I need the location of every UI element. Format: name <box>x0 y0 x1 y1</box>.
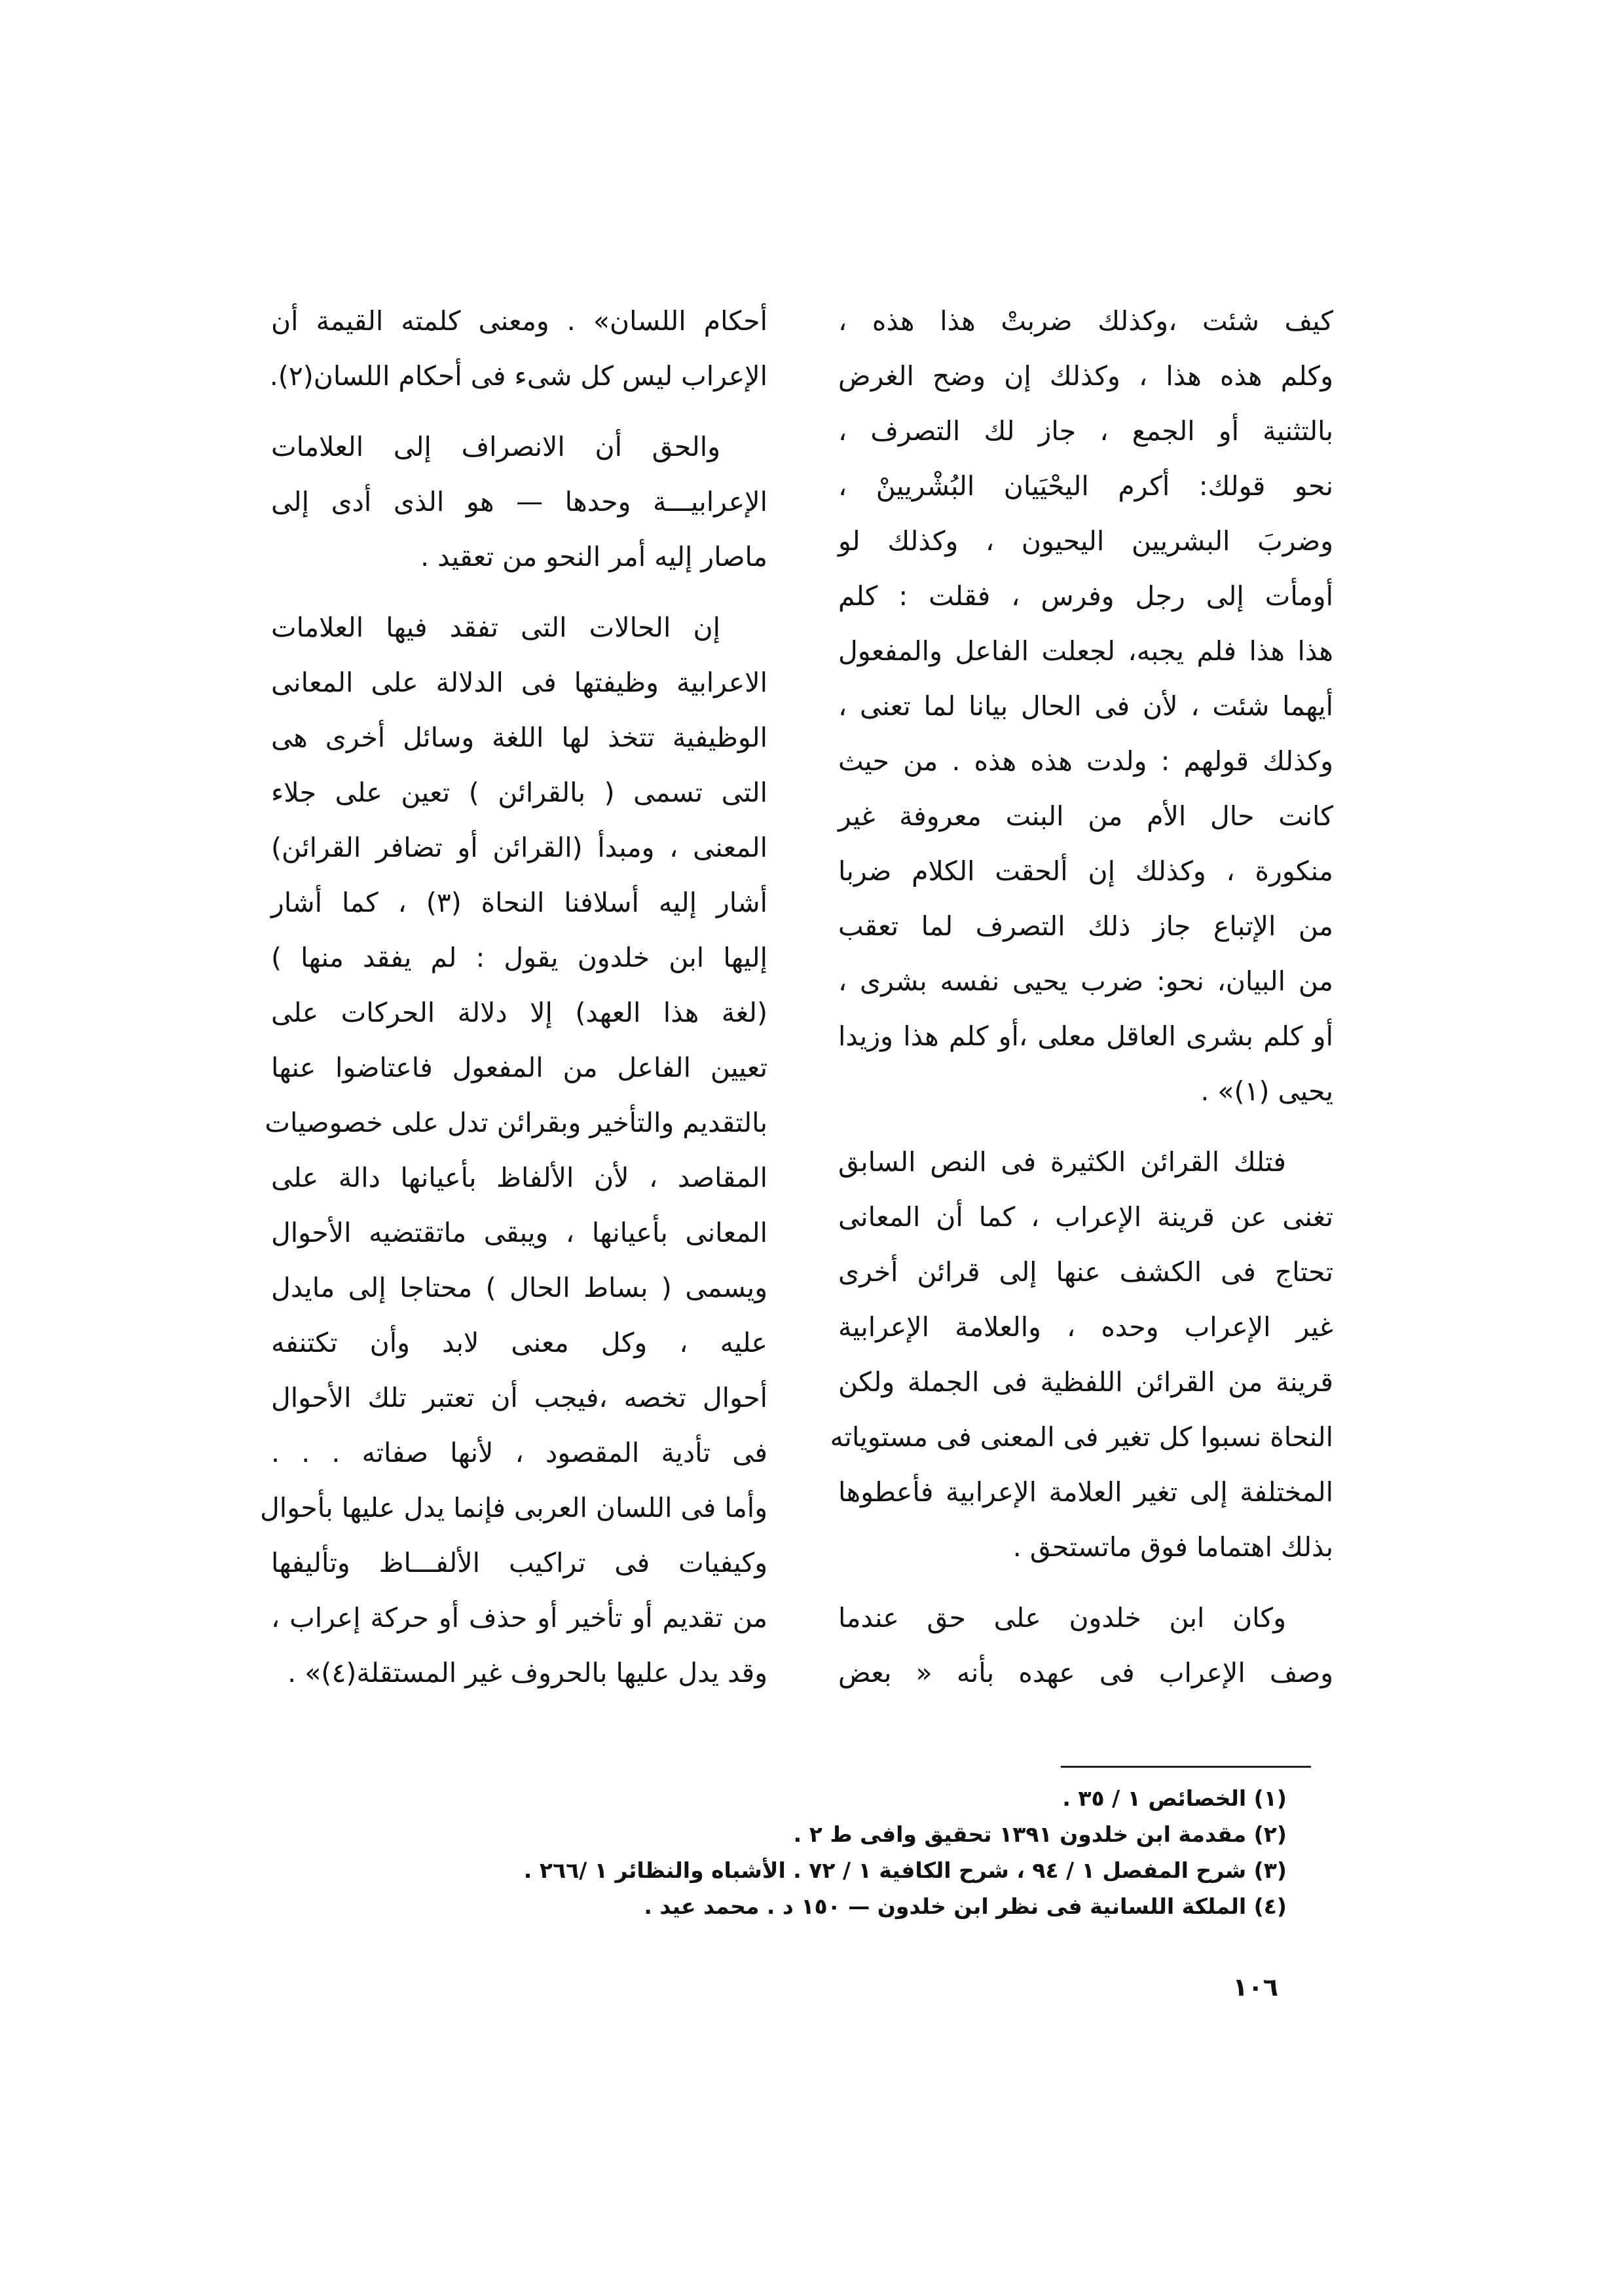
text-line: وقد يدل عليها بالحروف غير المستقلة(٤)» . <box>287 1657 767 1689</box>
text-line: تعيين الفاعل من المفعول فاعتاضوا عنها <box>271 1052 767 1083</box>
text-line: المعنى ، ومبدأ (القرائن أو تضافر القرائن) <box>271 832 767 863</box>
paragraph <box>838 1590 1333 1700</box>
text-line: (لغة هذا العهد) إلا دلالة الحركات على <box>271 997 767 1028</box>
text-column-left <box>260 293 767 1716</box>
footnote-2: (٢) مقدمة ابن خلدون ١٣٩١ تحقيق وافى ط ٢ . <box>793 1821 1287 1847</box>
text-line: بذلك اهتماما فوق ماتستحق . <box>1012 1531 1333 1563</box>
text-line: من البيان، نحو: ضرب يحيى نفسه بشرى ، <box>838 965 1333 997</box>
text-line: وضربَ البشريين اليحيون ، وكذلك لو <box>838 525 1333 557</box>
paragraph <box>260 600 767 1700</box>
paragraph <box>271 419 767 584</box>
text-line: الاعرابية وظيفتها فى الدلالة على المعانى <box>271 667 767 698</box>
text-line: تحتاج فى الكشف عنها إلى قرائن أخرى <box>838 1256 1333 1288</box>
text-line: وكان ابن خلدون على حق عندما <box>838 1602 1286 1633</box>
text-line: وصف الإعراب فى عهده بأنه « بعض <box>838 1657 1333 1689</box>
text-line: المعانى بأعيانها ، ويبقى ماتقتضيه الأحوال <box>271 1217 767 1248</box>
text-column-right <box>830 293 1333 1716</box>
paragraph <box>271 293 767 403</box>
text-line: كانت حال الأم من البنت معروفة غير <box>838 800 1333 832</box>
footnote-separator <box>1061 1766 1311 1768</box>
text-line: النحاة نسبوا كل تغير فى المعنى فى مستوياته <box>830 1421 1333 1453</box>
text-line: أومأت إلى رجل وفرس ، فقلت : كلم <box>838 580 1333 612</box>
footnotes <box>524 1780 1287 1924</box>
text-line: فتلك القرائن الكثيرة فى النص السابق <box>838 1146 1286 1178</box>
text-line: فى تأدية المقصود ، لأنها صفاته . . . <box>271 1437 767 1468</box>
text-line: من الإتباع جاز ذلك التصرف لما تعقب <box>838 910 1333 942</box>
text-line: نحو قولك: أكرم اليحْيَيان البُشْريينْ ، <box>838 470 1333 502</box>
text-line: أحوال تخصه ،فيجب أن تعتبر تلك الأحوال <box>271 1382 767 1413</box>
text-line: المختلفة إلى تغير العلامة الإعرابية فأعطوها <box>838 1476 1333 1508</box>
text-line: وكذلك قولهم : ولدت هذه هذه . من حيث <box>838 745 1333 777</box>
text-line: ويسمى ( بساط الحال ) محتاجا إلى مايدل <box>271 1272 767 1303</box>
page-number: ١٠٦ <box>1232 1973 1278 2002</box>
text-line: عليه ، وكل معنى لابد وأن تكتنفه <box>271 1327 767 1358</box>
paragraph <box>838 293 1333 1119</box>
text-line: الإعرابيـــة وحدها — هو الذى أدى إلى <box>271 486 767 517</box>
text-line: وأما فى اللسان العربى فإنما يدل عليها بأحوال <box>260 1492 767 1523</box>
text-line: أو كلم بشرى العاقل معلى ،أو كلم هذا وزيدا <box>838 1020 1333 1052</box>
text-line: إن الحالات التى تفقد فيها العلامات <box>271 612 720 643</box>
text-line: الوظيفية تتخذ لها اللغة وسائل أخرى هى <box>271 722 767 753</box>
text-line: من تقديم أو تأخير أو حذف أو حركة إعراب ، <box>271 1602 767 1633</box>
footnote-3: (٣) شرح المفصل ١ / ٩٤ ، شرح الكافية ١ / ٧٢ . الأشباه والنظائر ١ /٢٦٦ . <box>523 1857 1287 1883</box>
text-line: أحكام اللسان» . ومعنى كلمته القيمة أن <box>271 305 767 337</box>
paragraph <box>830 1134 1333 1575</box>
text-line: وكلم هذه هذا ، وكذلك إن وضح الغرض <box>838 360 1333 392</box>
text-line: الإعراب ليس كل شىء فى أحكام اللسان(٢). <box>269 360 767 392</box>
footnote-4: (٤) الملكة اللسانية فى نظر ابن خلدون — ١٥٠ د . محمد عيد . <box>644 1894 1287 1919</box>
text-line: أيهما شئت ، لأن فى الحال بيانا لما تعنى ، <box>838 690 1333 722</box>
text-line: والحق أن الانصراف إلى العلامات <box>271 431 720 462</box>
text-line: وكيفيات فى تراكيب الألفـــاظ وتأليفها <box>271 1547 767 1578</box>
footnote-1: (١) الخصائص ١ / ٣٥ . <box>1062 1785 1287 1811</box>
text-line: قرينة من القرائن اللفظية فى الجملة ولكن <box>838 1366 1333 1398</box>
text-line: غير الإعراب وحده ، والعلامة الإعرابية <box>838 1311 1333 1343</box>
text-line: ماصار إليه أمر النحو من تعقيد . <box>420 541 767 572</box>
text-line: هذا هذا فلم يجبه، لجعلت الفاعل والمفعول <box>838 635 1333 667</box>
text-line: كيف شئت ،وكذلك ضربتْ هذا هذه ، <box>838 305 1333 337</box>
text-line: المقاصد ، لأن الألفاظ بأعيانها دالة على <box>271 1162 767 1193</box>
text-line: إليها ابن خلدون يقول : لم يفقد منها ) <box>271 942 767 973</box>
text-line: تغنى عن قرينة الإعراب ، كما أن المعانى <box>838 1201 1333 1233</box>
text-line: بالتقديم والتأخير وبقرائن تدل على خصوصيات <box>265 1107 767 1138</box>
text-line: التى تسمى ( بالقرائن ) تعين على جلاء <box>271 777 767 808</box>
text-line: منكورة ، وكذلك إن ألحقت الكلام ضربا <box>838 855 1333 887</box>
text-line: بالتثنية أو الجمع ، جاز لك التصرف ، <box>838 415 1333 447</box>
text-line: أشار إليه أسلافنا النحاة (٣) ، كما أشار <box>271 887 767 918</box>
text-line: يحيى (١)» . <box>1200 1075 1333 1107</box>
